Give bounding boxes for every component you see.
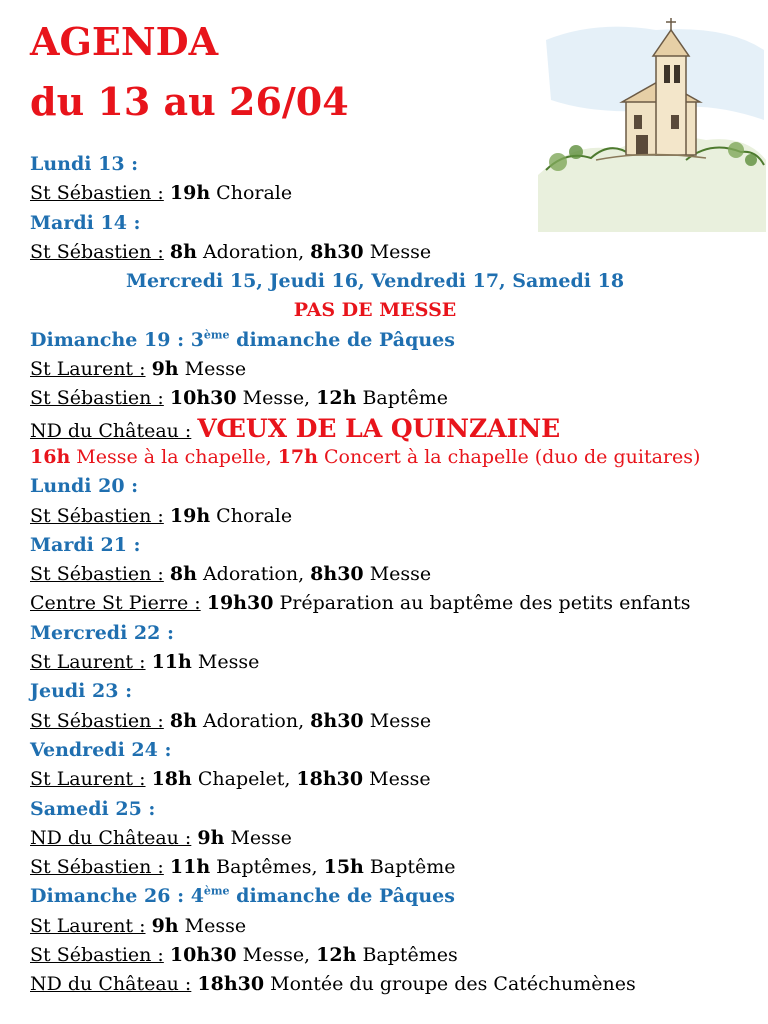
place-name: ND du Château : <box>30 973 192 996</box>
event-line <box>30 765 750 794</box>
event-desc: Messe <box>363 240 432 263</box>
event-time: 8h30 <box>310 709 364 732</box>
event-time: 8h30 <box>310 240 364 263</box>
event-time: 9h <box>151 358 179 381</box>
event-desc: Chorale <box>210 504 293 527</box>
event-desc: Messe <box>224 826 292 849</box>
event-desc: Chapelet, <box>191 768 297 791</box>
day-heading: Mardi 14 : <box>30 211 141 234</box>
sunday-heading-rest: dimanche de Pâques <box>229 328 455 351</box>
event-desc: Préparation au baptême des petits enfants <box>273 592 691 615</box>
event-desc: Messe <box>178 914 247 937</box>
highlight-event: VŒUX DE LA QUINZAINE <box>197 413 561 443</box>
event-time: 16h <box>30 445 71 468</box>
event-line <box>30 648 750 677</box>
event-time: 17h <box>277 445 318 468</box>
place-name: St Laurent : <box>30 651 146 674</box>
event-desc: Messe à la chapelle, <box>70 445 278 468</box>
place-name: St Laurent : <box>30 358 146 381</box>
event-line <box>30 589 750 618</box>
place-name: ND du Château : <box>30 826 192 849</box>
place-name: St Sébastien : <box>30 944 164 967</box>
event-desc: Baptême <box>363 856 456 879</box>
event-desc: Adoration, <box>196 240 311 263</box>
event-time: 9h <box>151 914 179 937</box>
event-time: 18h <box>151 768 192 791</box>
event-line <box>30 707 750 736</box>
ordinal-suffix: ème <box>203 885 230 899</box>
event-line <box>30 560 750 589</box>
event-desc: Messe, <box>236 387 317 410</box>
event-desc: Messe <box>363 768 431 791</box>
place-name: St Sébastien : <box>30 182 164 205</box>
event-line <box>30 414 750 443</box>
event-line <box>30 912 750 941</box>
event-line <box>30 502 750 531</box>
event-desc: Adoration, <box>196 709 311 732</box>
event-time: 8h30 <box>310 563 364 586</box>
midweek-days: Mercredi 15, Jeudi 16, Vendredi 17, Samedi 18 <box>125 270 625 293</box>
event-desc: Concert à la chapelle (duo de guitares) <box>317 445 701 468</box>
event-line <box>30 179 750 208</box>
event-time: 10h30 <box>169 387 237 410</box>
sunday-heading-text: Dimanche 19 : 3 <box>30 328 204 351</box>
place-name: St Sébastien : <box>30 709 164 732</box>
place-name: St Sébastien : <box>30 240 164 263</box>
event-time: 11h <box>169 856 211 879</box>
event-time: 8h <box>169 563 197 586</box>
day-heading: Mercredi 22 : <box>30 621 174 644</box>
event-line <box>30 941 750 970</box>
day-heading: Samedi 25 : <box>30 797 156 820</box>
event-time: 19h30 <box>206 592 274 615</box>
event-time: 18h30 <box>197 973 265 996</box>
agenda-list <box>30 150 750 1000</box>
no-mass-notice <box>30 296 720 325</box>
event-desc: Messe <box>191 651 260 674</box>
event-desc: Montée du groupe des Catéchumènes <box>264 973 636 996</box>
title-line-1: AGENDA <box>30 19 219 64</box>
event-line <box>30 970 750 999</box>
event-desc: Messe <box>363 709 432 732</box>
event-desc: Messe <box>178 358 247 381</box>
event-line <box>30 853 750 882</box>
event-time: 19h <box>169 182 211 205</box>
place-name: St Laurent : <box>30 768 146 791</box>
place-name: St Sébastien : <box>30 563 164 586</box>
event-time: 8h <box>169 709 197 732</box>
event-time: 11h <box>151 651 192 674</box>
ordinal-suffix: ème <box>203 328 230 342</box>
event-line <box>30 384 750 413</box>
place-name: ND du Château : <box>30 419 192 442</box>
sunday-heading <box>30 882 750 911</box>
event-time: 19h <box>169 504 211 527</box>
day-heading: Vendredi 24 : <box>30 738 172 761</box>
place-name: St Sébastien : <box>30 387 164 410</box>
sunday-heading <box>30 326 750 355</box>
sunday-heading-rest: dimanche de Pâques <box>229 885 455 908</box>
day-heading: Lundi 20 : <box>30 475 139 498</box>
place-name: St Laurent : <box>30 914 146 937</box>
event-desc: Messe, <box>236 944 317 967</box>
place-name: St Sébastien : <box>30 504 164 527</box>
sunday-heading-text: Dimanche 26 : 4 <box>30 885 204 908</box>
event-time: 10h30 <box>169 944 237 967</box>
event-time: 18h30 <box>296 768 364 791</box>
place-name: Centre St Pierre : <box>30 592 201 615</box>
event-line <box>30 238 750 267</box>
day-heading: Mardi 21 : <box>30 533 141 556</box>
event-line <box>30 824 750 853</box>
event-time: 15h <box>323 856 364 879</box>
day-heading: Jeudi 23 : <box>30 680 133 703</box>
day-heading: Lundi 13 : <box>30 153 139 175</box>
highlight-details <box>30 443 750 472</box>
event-desc: Baptême <box>356 387 449 410</box>
event-time: 12h <box>316 387 357 410</box>
event-desc: Messe <box>363 563 432 586</box>
place-name: St Sébastien : <box>30 856 164 879</box>
event-desc: Baptêmes, <box>210 856 324 879</box>
event-desc: Chorale <box>210 182 293 205</box>
title-line-2: du 13 au 26/04 <box>30 79 349 124</box>
event-desc: Baptêmes <box>356 944 458 967</box>
no-mass-text: PAS DE MESSE <box>293 299 457 322</box>
event-line <box>30 355 750 384</box>
event-time: 9h <box>197 826 225 849</box>
event-desc: Adoration, <box>196 563 311 586</box>
event-time: 8h <box>169 240 197 263</box>
event-time: 12h <box>316 944 357 967</box>
